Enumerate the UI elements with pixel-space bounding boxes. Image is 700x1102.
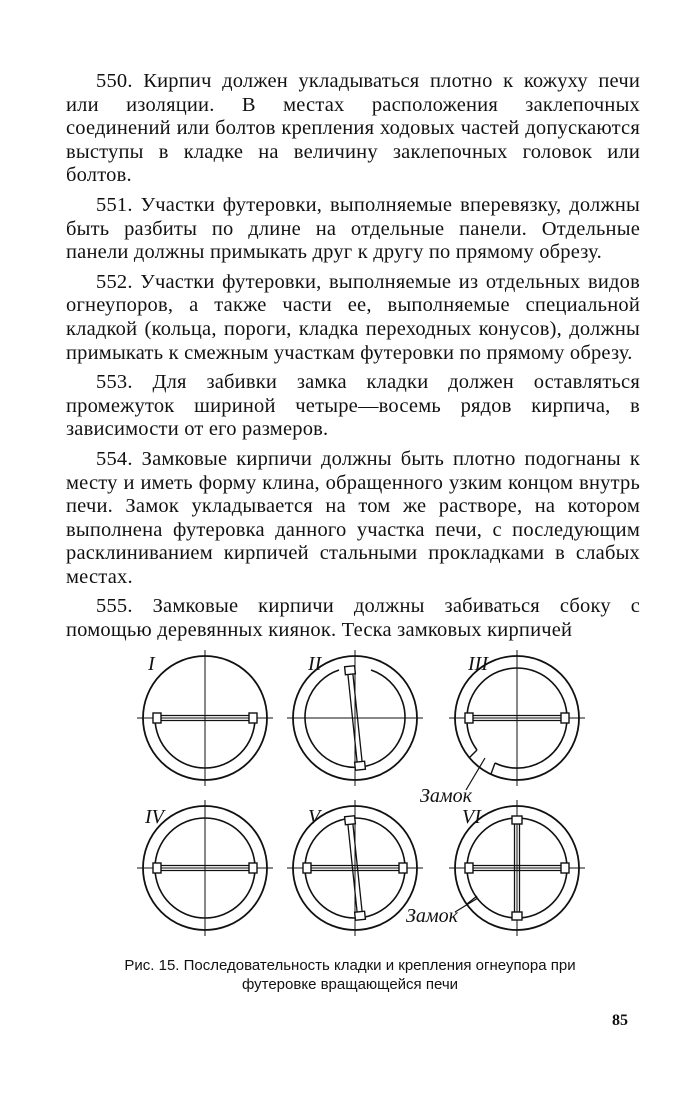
paragraph-554: 554. Замковые кирпичи должны быть плотно подогнаны к месту и иметь форму клина, обращенного узким концом внутрь печи. Замок укладывается на том же растворе, на котором выполнена футеровка данного участка печи, с последующим расклиниванием кирпичей стальными прокладками в слабых местах. [66,447,640,588]
paragraph-555: 555. Замковые кирпичи должны забиваться сбоку с помощью деревянных киянок. Теска замковых кирпичей [66,595,640,642]
stage-I-ring [137,650,273,786]
stage-label-IV: IV [145,806,164,828]
paragraph-553: 553. Для забивки замка кладки должен оставляться промежуток шириной четыре—восемь рядов кирпича, в зависимости от его размеров. [66,371,640,441]
figure-15 [0,640,700,960]
stage-label-III: III [468,653,488,675]
paragraph-551: 551. Участки футеровки, выполняемые вперевязку, должны быть разбиты по длине на отдельные панели. Отдельные панели должны примыкать друг к другу по прямому обрезу. [66,193,640,264]
page-number: 85 [612,1012,628,1029]
paragraph-550: 550. Кирпич должен укладываться плотно к кожуху печи или изоляции. В местах расположения заклепочных соединений или болтов крепления ходовых частей допускаются выступы в кладке на величину заклепочных головок или болтов. [66,70,640,187]
stage-label-V: V [308,806,321,828]
lock-label-1: Замок [420,785,473,807]
figure-caption: Рис. 15. Последовательность кладки и крепления огнеупора при футеровке вращающейся печи [124,957,576,993]
paragraph-552: 552. Участки футеровки, выполняемые из отдельных видов огнеупоров, а также части ее, выполняемые специальной кладкой (кольца, пороги, кладка переходных конусов), должны примыкать к смежным участкам футеровки по прямому обрезу. [66,270,640,364]
stage-label-VI: VI [462,806,481,828]
stage-label-I: I [148,653,155,675]
lock-label-2: Замок [406,905,459,927]
lock-pointer-2 [455,898,478,912]
stage-label-II: II [308,653,322,675]
kiln-lining-diagram [0,640,700,960]
body-text [66,70,640,643]
